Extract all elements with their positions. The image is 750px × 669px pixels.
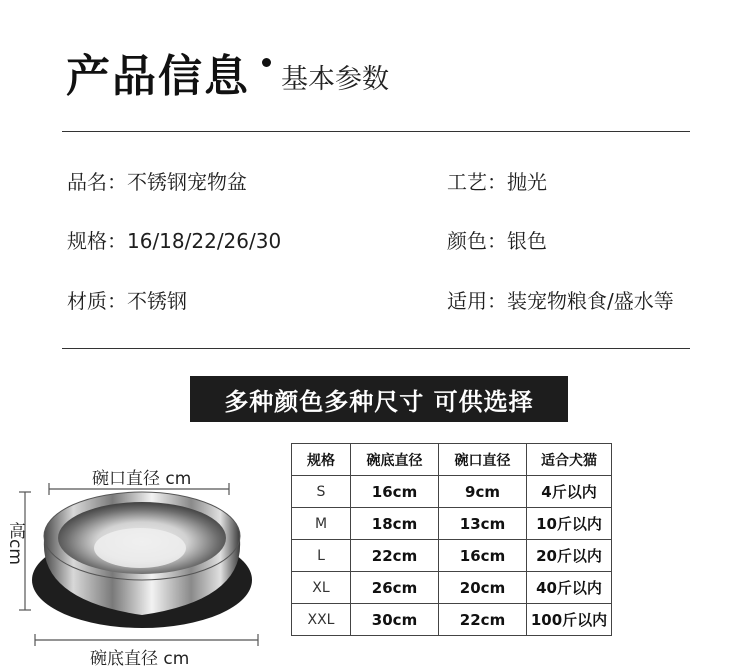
table-header: 规格 — [292, 444, 351, 476]
table-header-row — [292, 444, 612, 476]
table-cell: 4斤以内 — [527, 476, 612, 508]
base-diameter-label: 碗底直径 cm — [90, 649, 190, 669]
spec-size: 规格：16/18/22/26/30 — [67, 229, 282, 253]
pet-bowl-illustration — [0, 450, 285, 663]
table-header: 碗底直径 — [351, 444, 439, 476]
table-cell: 9cm — [439, 476, 527, 508]
table-cell: 40斤以内 — [527, 572, 612, 604]
table-cell: L — [292, 540, 351, 572]
table-row — [292, 476, 612, 508]
table-cell: 20斤以内 — [527, 540, 612, 572]
spec-craft: 工艺：抛光 — [447, 170, 547, 194]
size-table — [291, 443, 612, 636]
table-cell: M — [292, 508, 351, 540]
table-row — [292, 508, 612, 540]
title-dot-icon — [262, 58, 271, 67]
spec-color: 颜色：银色 — [447, 229, 547, 253]
table-cell: 30cm — [351, 604, 439, 636]
table-cell: S — [292, 476, 351, 508]
table-cell: XXL — [292, 604, 351, 636]
header — [66, 42, 389, 102]
table-row — [292, 572, 612, 604]
height-label: 高cm — [5, 522, 25, 565]
spec-usage: 适用：装宠物粮食/盛水等 — [447, 289, 674, 313]
spec-name: 品名：不锈钢宠物盆 — [67, 170, 247, 194]
page-title: 产品信息 — [66, 51, 250, 102]
table-header: 碗口直径 — [439, 444, 527, 476]
table-cell: 22cm — [439, 604, 527, 636]
table-cell: 20cm — [439, 572, 527, 604]
table-cell: 100斤以内 — [527, 604, 612, 636]
table-cell: 18cm — [351, 508, 439, 540]
table-cell: XL — [292, 572, 351, 604]
page-subtitle: 基本参数 — [281, 63, 389, 95]
table-header: 适合犬猫 — [527, 444, 612, 476]
spec-material: 材质：不锈钢 — [67, 289, 187, 313]
table-cell: 13cm — [439, 508, 527, 540]
options-banner: 多种颜色多种尺寸 可供选择 — [190, 376, 568, 422]
table-cell: 16cm — [351, 476, 439, 508]
table-row — [292, 604, 612, 636]
divider-top — [62, 131, 690, 132]
table-row — [292, 540, 612, 572]
mouth-diameter-label: 碗口直径 cm — [92, 469, 192, 489]
table-cell: 26cm — [351, 572, 439, 604]
table-cell: 16cm — [439, 540, 527, 572]
table-cell: 22cm — [351, 540, 439, 572]
divider-bottom — [62, 348, 690, 349]
table-cell: 10斤以内 — [527, 508, 612, 540]
